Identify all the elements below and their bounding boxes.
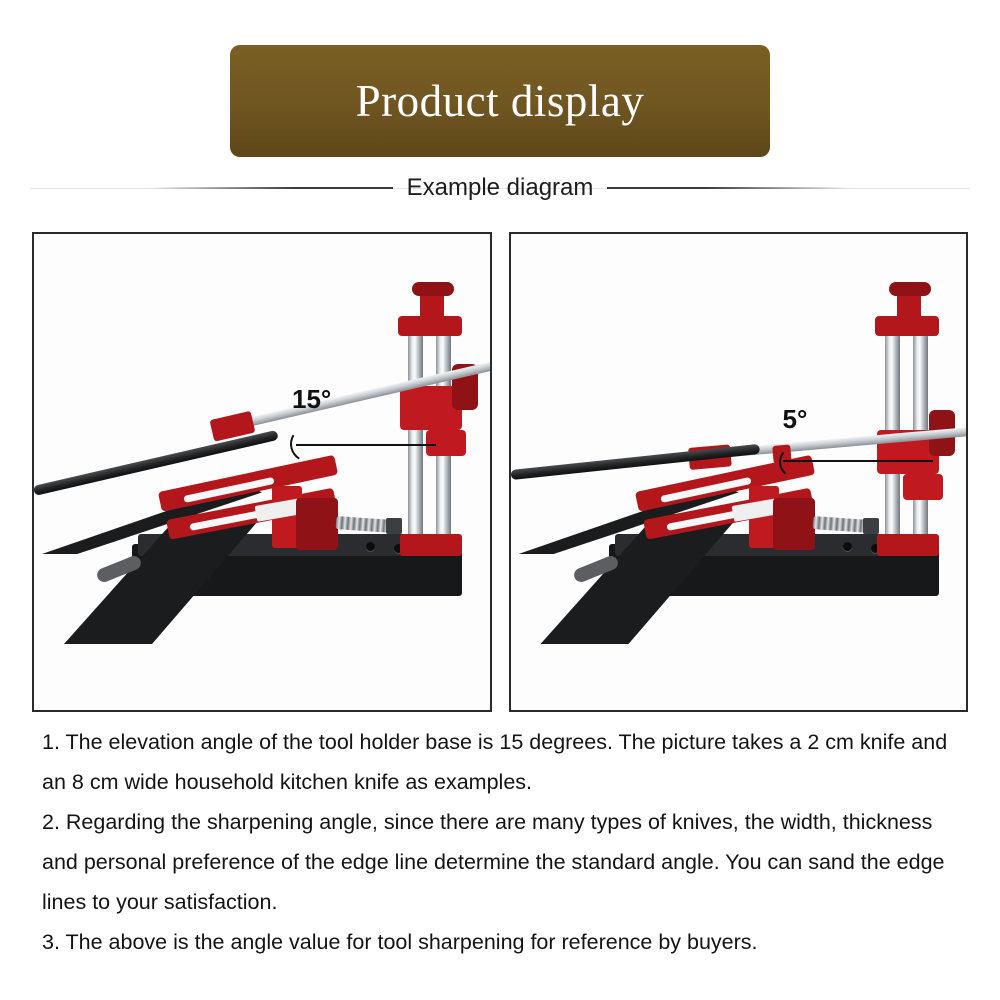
clamp-body [296,498,338,550]
note-2: 2. Regarding the sharpening angle, since there are many types of knives, the width, thickness and personal preference of the edge line determine the standard angle. You can sand the edge lines to your satisfaction. [42,810,945,914]
sharpener-scene-left [34,234,490,710]
top-knob-wing [412,282,454,296]
subtitle-rule-left [150,187,393,189]
subtitle-rule-right [607,187,850,189]
spring-nut [863,518,879,534]
carriage-lock [426,430,466,456]
clamp-body [773,498,815,550]
post-base-bracket [877,534,939,556]
angle-label: 5° [782,404,808,434]
base-hole [843,542,852,551]
example-image-left [32,232,492,712]
top-knob-wing [889,282,931,296]
note-1: 1. The elevation angle of the tool holder base is 15 degrees. The picture takes a 2 cm knife and an 8 cm wide household kitchen knife as examples. [42,730,948,794]
tension-spring [336,516,391,533]
post-base-bracket [400,534,462,556]
notes-block [42,722,962,962]
sharpener-scene-right [511,234,967,710]
tension-spring [812,516,867,533]
angle-label: 15° [292,384,332,414]
example-image-right [509,232,969,712]
page-title: Product display [355,75,645,126]
spring-nut [386,518,402,534]
subtitle-row [150,168,850,208]
subtitle-label: Example diagram [406,174,594,201]
note-3: 3. The above is the angle value for tool sharpening for reference by buyers. [42,930,758,954]
carriage-lock [903,474,943,500]
title-banner [230,45,770,157]
example-diagram-panels [32,232,968,708]
base-hole [366,542,375,551]
